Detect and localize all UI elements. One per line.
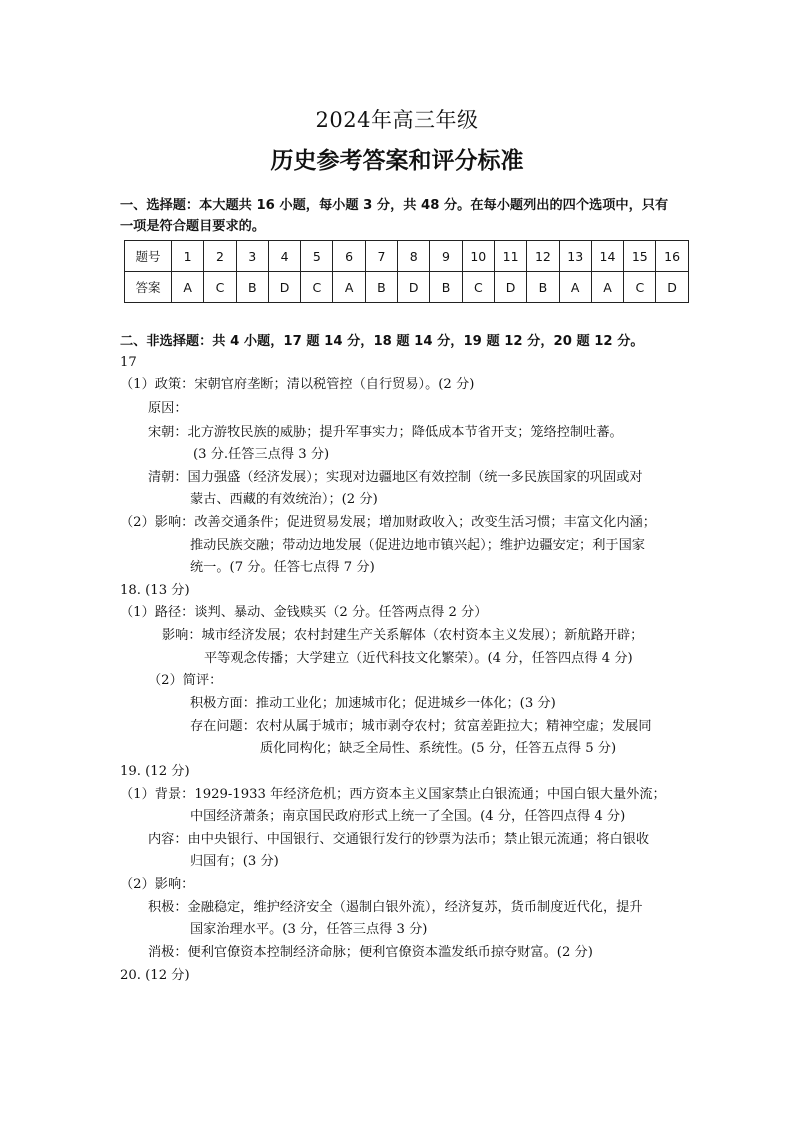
answer-line: （1）背景：1929-1933 年经济危机；西方资本主义国家禁止白银流通；中国白银大量外流； <box>120 787 666 802</box>
answer-line: 清朝：国力强盛（经济发展）；实现对边疆地区有效控制（统一多民族国家的巩固或对 <box>148 470 643 485</box>
question-number: 16 <box>656 241 688 272</box>
number-row-label: 题号 <box>125 241 172 272</box>
answer-cell: C <box>462 272 494 303</box>
question-17-heading: 17 <box>120 355 137 370</box>
answer-cell: C <box>624 272 656 303</box>
question-number: 5 <box>301 241 333 272</box>
document-subtitle: 历史参考答案和评分标准 <box>270 148 524 174</box>
answer-line: (3 分.任答三点得 3 分) <box>193 447 330 462</box>
answer-line: （2）影响： <box>120 877 195 892</box>
question-19-heading: 19. (12 分) <box>120 764 190 779</box>
document-title: 2024年高三年级 <box>315 108 479 132</box>
answer-row <box>125 272 689 303</box>
answer-cell: D <box>398 272 430 303</box>
question-number: 4 <box>268 241 300 272</box>
question-number: 13 <box>559 241 591 272</box>
answer-line: （2）简评： <box>148 673 223 688</box>
question-number: 12 <box>527 241 559 272</box>
answer-cell: B <box>236 272 268 303</box>
answer-line: 积极：金融稳定，维护经济安全（遏制白银外流），经济复苏，货币制度近代化，提升 <box>148 900 643 915</box>
question-number: 3 <box>236 241 268 272</box>
answer-line: （2）影响：改善交通条件；促进贸易发展；增加财政收入；改变生活习惯；丰富文化内涵； <box>120 515 656 530</box>
answer-line: 宋朝：北方游牧民族的威胁；提升军事实力；降低成本节省开支；笼络控制吐蕃。 <box>148 425 623 440</box>
answer-line: 积极方面：推动工业化；加速城市化；促进城乡一体化；(3 分) <box>190 696 556 711</box>
answer-table <box>124 240 689 303</box>
question-number: 9 <box>430 241 462 272</box>
answer-cell: C <box>301 272 333 303</box>
answer-cell: C <box>204 272 236 303</box>
answer-cell: A <box>172 272 204 303</box>
answer-line: 蒙古、西藏的有效统治）；(2 分) <box>190 492 378 507</box>
question-number: 8 <box>398 241 430 272</box>
answer-line: 国家治理水平。(3 分，任答三点得 3 分) <box>190 922 428 937</box>
answer-line: 平等观念传播；大学建立（近代科技文化繁荣）。(4 分，任答四点得 4 分) <box>204 651 633 666</box>
answer-cell: A <box>559 272 591 303</box>
answer-cell: D <box>656 272 688 303</box>
answer-line: 消极：便利官僚资本控制经济命脉；便利官僚资本滥发纸币掠夺财富。(2 分) <box>148 945 593 960</box>
answer-line: 归国有；(3 分) <box>190 854 279 869</box>
question-number: 11 <box>494 241 526 272</box>
question-number: 6 <box>333 241 365 272</box>
answer-cell: B <box>430 272 462 303</box>
answer-line: 推动民族交融；带动边地发展（促进边地市镇兴起）；维护边疆安定；利于国家 <box>190 538 645 553</box>
question-20-heading: 20. (12 分) <box>120 968 190 983</box>
answer-line: 中国经济萧条；南京国民政府形式上统一了全国。(4 分，任答四点得 4 分) <box>190 809 626 824</box>
answer-line: 原因： <box>148 401 188 416</box>
answer-cell: B <box>365 272 397 303</box>
answer-line: 存在问题：农村从属于城市；城市剥夺农村；贫富差距拉大；精神空虚；发展同 <box>190 719 652 734</box>
answer-line: （1）政策：宋朝官府垄断；清以税管控（自行贸易）。(2 分) <box>120 377 475 392</box>
answer-cell: D <box>494 272 526 303</box>
answer-cell: A <box>591 272 623 303</box>
answer-cell: B <box>527 272 559 303</box>
answer-cell: D <box>268 272 300 303</box>
question-number: 15 <box>624 241 656 272</box>
answer-line: （1）路径：谈判、暴动、金钱赎买（2 分。任答两点得 2 分） <box>120 605 488 620</box>
answer-cell: A <box>333 272 365 303</box>
answer-line: 影响：城市经济发展；农村封建生产关系解体（农村资本主义发展）；新航路开辟； <box>162 628 644 643</box>
answer-line: 内容：由中央银行、中国银行、交通银行发行的钞票为法币；禁止银元流通；将白银收 <box>148 832 650 847</box>
section2-intro: 二、非选择题：共 4 小题，17 题 14 分，18 题 14 分，19 题 12 分，20 题 12 分。 <box>120 334 644 349</box>
section1-intro: 一、选择题：本大题共 16 小题，每小题 3 分，共 48 分。在每小题列出的四个选项中，只有一项是符合题目要求的。 <box>120 198 669 234</box>
question-number: 2 <box>204 241 236 272</box>
question-number: 1 <box>172 241 204 272</box>
answer-line: 质化同构化；缺乏全局性、系统性。(5 分，任答五点得 5 分) <box>260 741 617 756</box>
question-number: 10 <box>462 241 494 272</box>
answer-line: 统一。(7 分。任答七点得 7 分) <box>190 560 375 575</box>
question-number: 14 <box>591 241 623 272</box>
answer-row-label: 答案 <box>125 272 172 303</box>
number-row <box>125 241 689 272</box>
question-18-heading: 18. (13 分) <box>120 583 190 598</box>
question-number: 7 <box>365 241 397 272</box>
